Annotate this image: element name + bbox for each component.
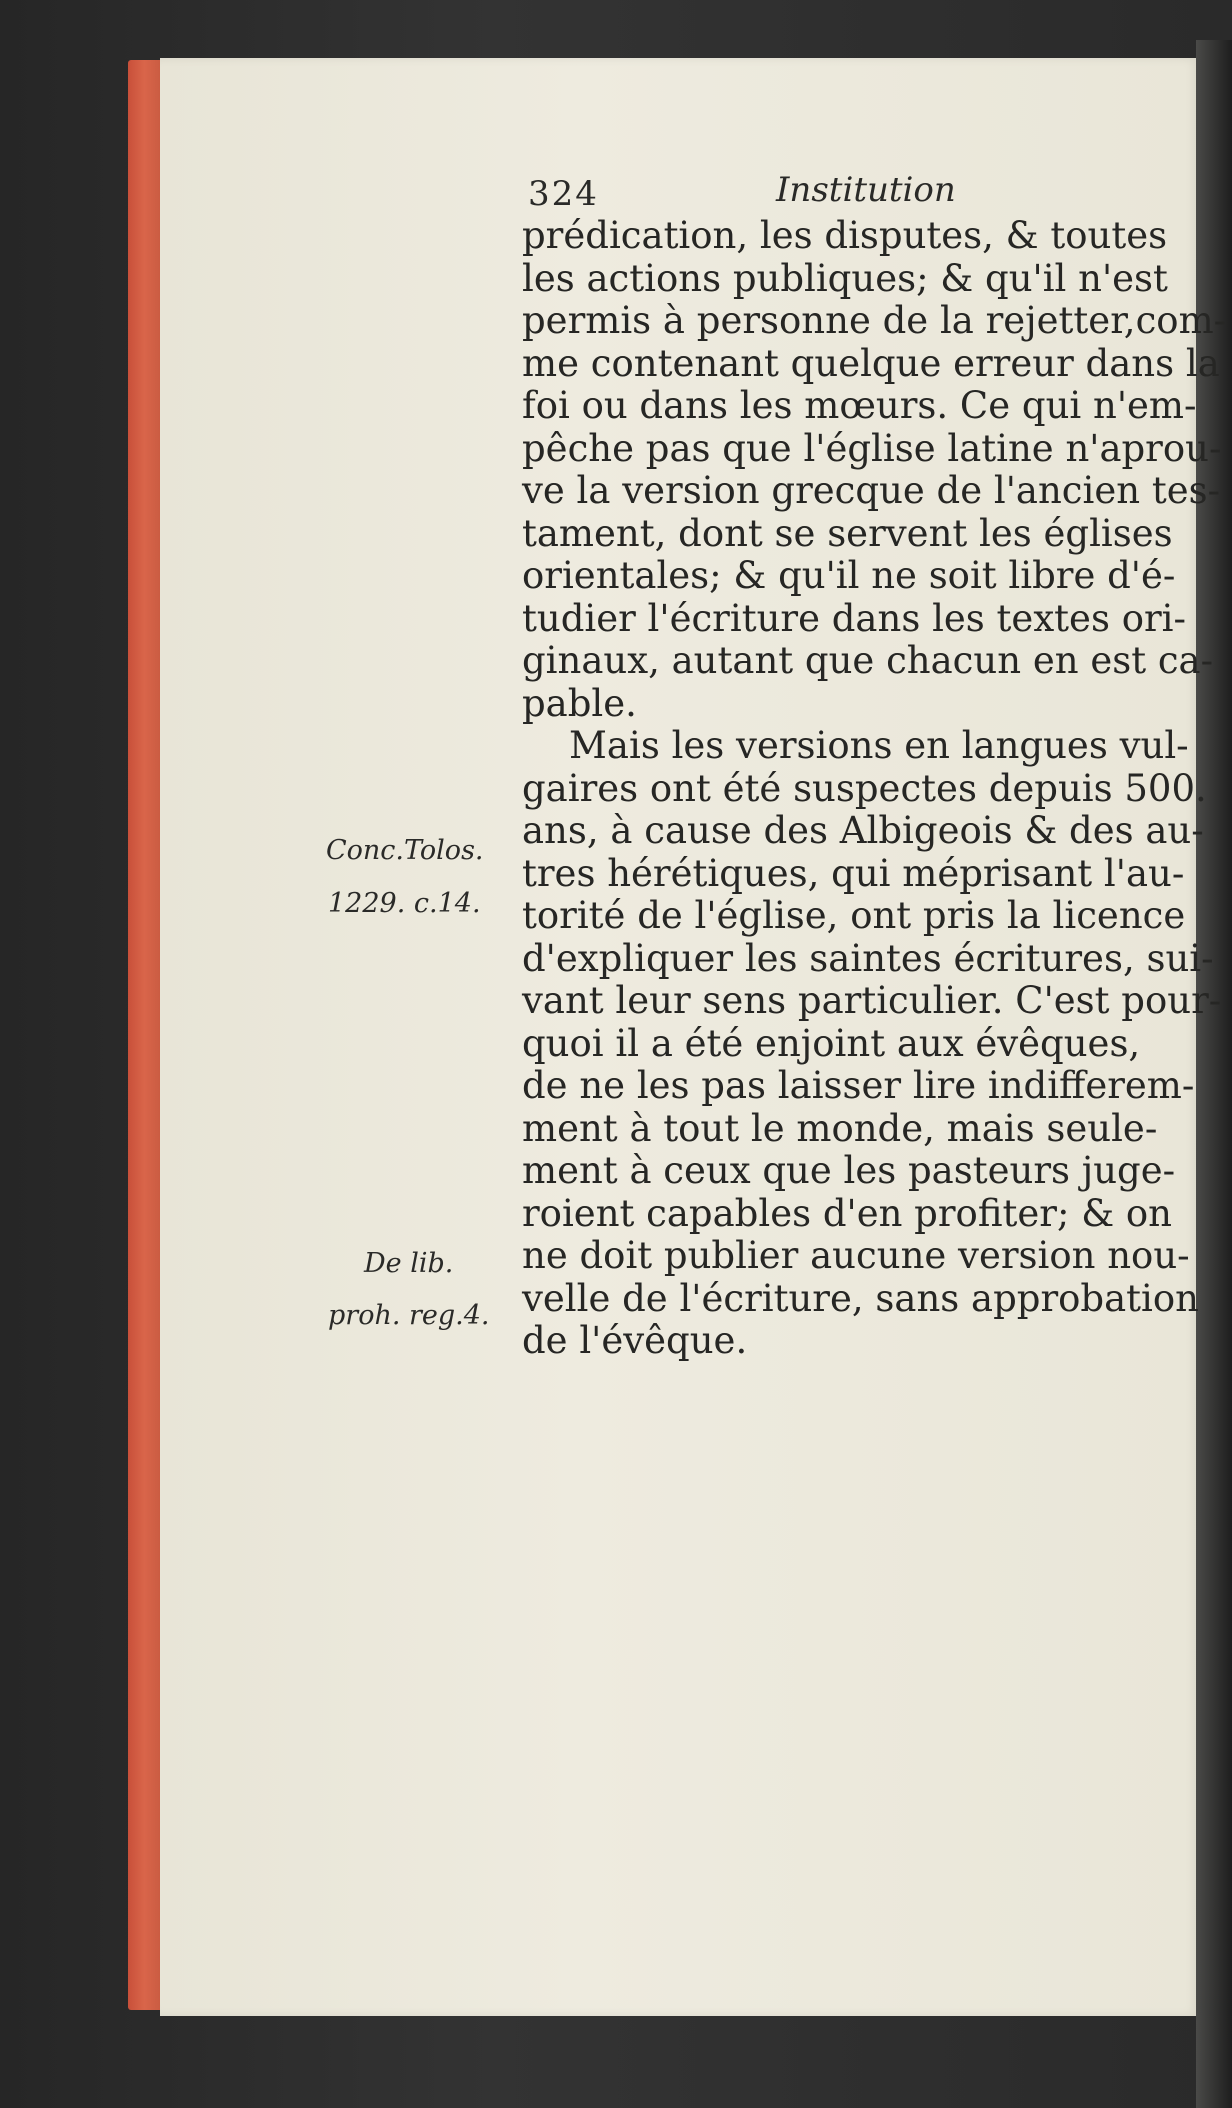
text-line: ans, à cause des Albigeois & des au- [522,809,1204,852]
text-line: tres hérétiques, qui méprisant l'au- [522,851,1185,895]
text-line: de ne les pas laisser lire indifferem- [522,1064,1195,1107]
margin-note: proh. reg.4. [328,1300,490,1331]
text-line: ve la version grecque de l'ancien tes- [522,469,1221,512]
text-line: permis à personne de la rejetter,com- [522,299,1227,342]
text-line: pêche pas que l'église latine n'aprou- [522,426,1222,470]
text-line: velle de l'écriture, sans approbation [522,1276,1199,1320]
margin-note: 1229. c.14. [328,888,481,919]
text-line: torité de l'église, ont pris la licence [522,894,1186,937]
text-line: les actions publiques; & qu'il n'est [522,256,1168,300]
body-text [522,214,1227,1363]
margin-note: Conc.Tolos. [326,835,484,866]
text-line: me contenant quelque erreur dans la [522,341,1220,385]
text-line: ment à tout le monde, mais seule- [522,1106,1158,1150]
text-line: roient capables d'en profiter; & on [522,1191,1172,1235]
text-line: orientales; & qu'il ne soit libre d'é- [522,554,1176,597]
text-line: de l'évêque. [522,1319,748,1362]
text-line: ginaux, autant que chacun en est ca- [522,639,1214,682]
text-line: foi ou dans les mœurs. Ce qui n'em- [522,384,1197,427]
margin-note: De lib. [364,1248,454,1279]
running-title: Institution [776,170,956,210]
text-line: gaires ont été suspectes depuis 500. [522,766,1207,810]
text-line: ne doit publier aucune version nou- [522,1234,1190,1277]
text-line: tudier l'écriture dans les textes ori- [522,596,1186,640]
page-header [528,170,1128,220]
text-line: ment à ceux que les pasteurs juge- [522,1149,1176,1192]
page-number: 324 [528,174,599,214]
text-line: pable. [522,681,637,725]
text-line: prédication, les disputes, & toutes [522,214,1168,257]
text-line: Mais les versions en langues vul- [522,724,1189,767]
text-line: d'expliquer les saintes écritures, sui- [522,936,1214,980]
text-line: quoi il a été enjoint aux évêques, [522,1021,1141,1065]
page-red-edge [128,60,164,2010]
text-line: tament, dont se servent les églises [522,511,1173,555]
text-line: vant leur sens particulier. C'est pour- [522,979,1222,1022]
